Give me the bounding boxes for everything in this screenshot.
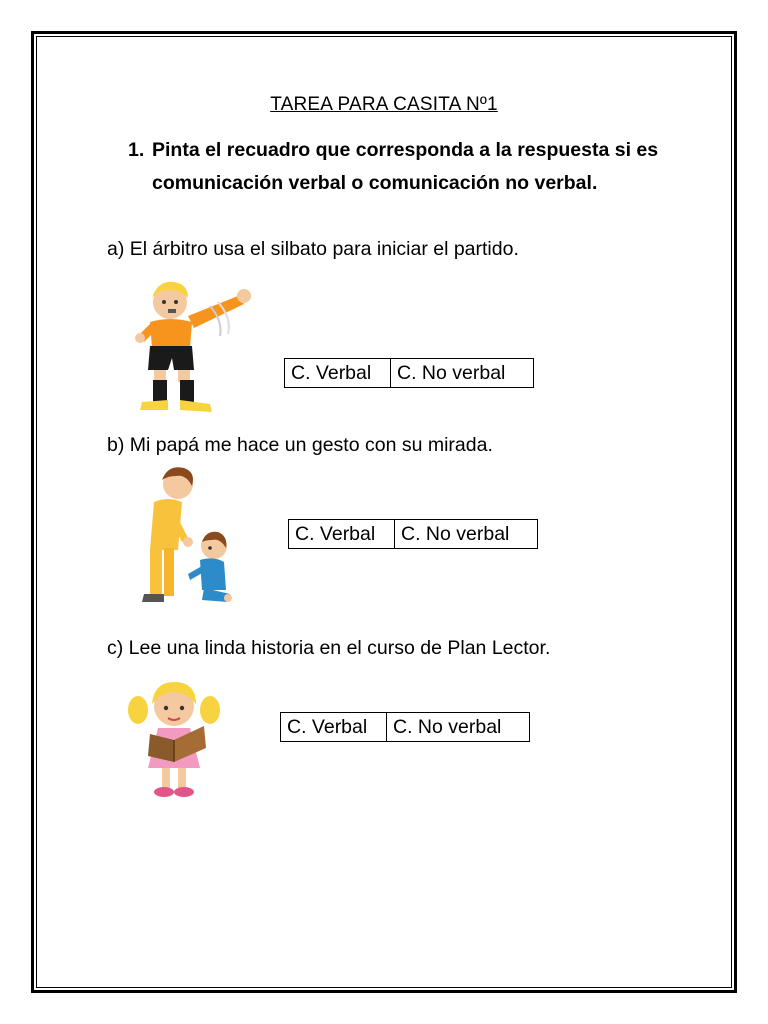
question-c: c) Lee una linda historia en el curso de Plan Lector.: [107, 637, 551, 659]
father-child-illustration: [132, 462, 238, 604]
instruction-line-1: Pinta el recuadro que corresponda a la respuesta si es: [152, 139, 659, 161]
referee-illustration: [128, 276, 256, 416]
answer-box-c: [280, 712, 530, 742]
answer-box-b: [288, 519, 538, 549]
worksheet-title: TAREA PARA CASITA Nº1: [270, 94, 498, 115]
option-verbal-b[interactable]: C. Verbal: [289, 520, 395, 548]
instruction: [128, 134, 688, 200]
option-verbal-a[interactable]: C. Verbal: [285, 359, 391, 387]
instruction-line-2: comunicación verbal o comunicación no verbal.: [152, 172, 598, 194]
question-a: a) El árbitro usa el silbato para iniciar el partido.: [107, 238, 519, 260]
option-noverbal-b[interactable]: C. No verbal: [401, 522, 510, 545]
answer-box-a: [284, 358, 534, 388]
question-b: b) Mi papá me hace un gesto con su mirada.: [107, 434, 493, 456]
option-noverbal-c[interactable]: C. No verbal: [393, 715, 502, 738]
girl-reading-illustration: [124, 676, 224, 800]
option-verbal-c[interactable]: C. Verbal: [281, 713, 387, 741]
option-noverbal-a[interactable]: C. No verbal: [397, 361, 506, 384]
instruction-number: 1.: [128, 139, 145, 161]
